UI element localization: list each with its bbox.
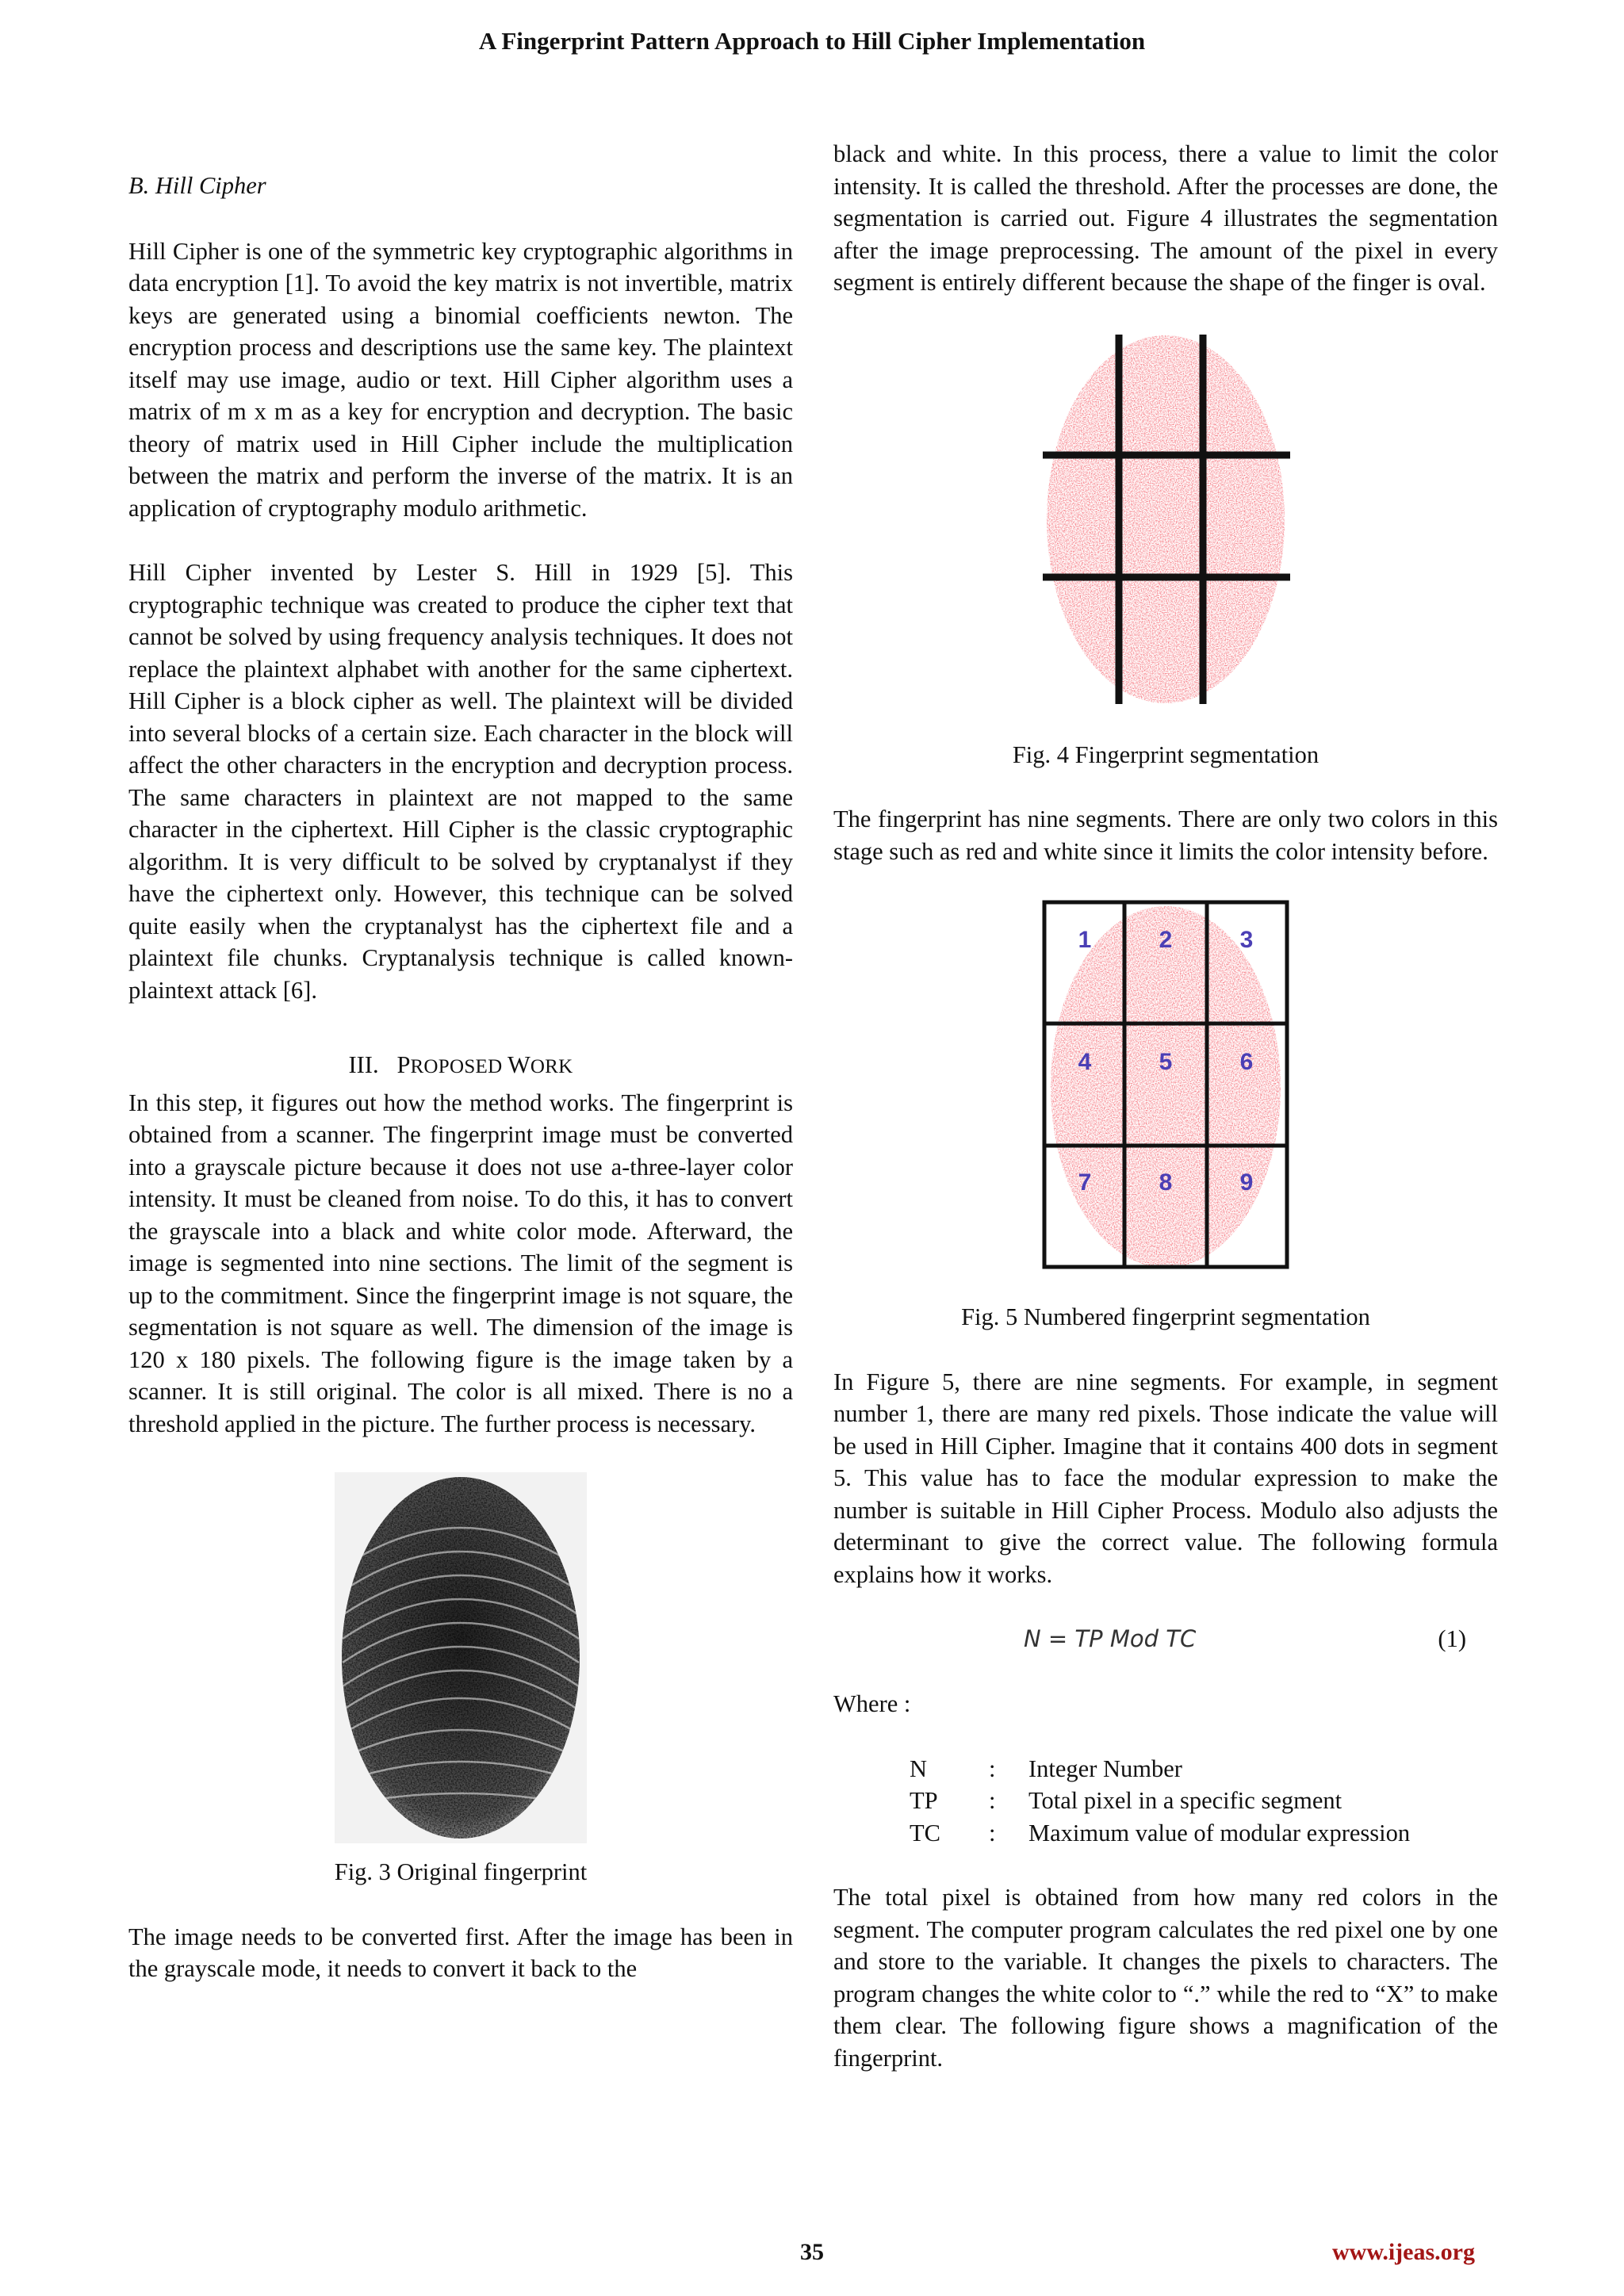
segment-number: 3 bbox=[1239, 927, 1254, 953]
definition-colon: : bbox=[989, 1819, 996, 1846]
definition-row bbox=[910, 1817, 1410, 1850]
paragraph: The total pixel is obtained from how many red colors in the segment. The computer program calculates the red pixel one by one and store to the variable. It changes the pixels to characters. The program changes the white color to “.” while the red to “X” to make them clear. The following figure shows a magnification of the fingerprint. bbox=[833, 1884, 1498, 2072]
subsection-heading: B. Hill Cipher bbox=[128, 172, 266, 199]
definition-row bbox=[910, 1753, 1410, 1785]
definition-text: Maximum value of modular expression bbox=[1028, 1819, 1411, 1846]
original-fingerprint-image bbox=[335, 1472, 587, 1843]
paragraph: The fingerprint has nine segments. There are only two colors in this stage such as red and white since it limits the color intensity before. bbox=[833, 806, 1498, 865]
section-heading bbox=[128, 1049, 793, 1084]
definition-symbol: TC bbox=[910, 1819, 940, 1846]
equation-number: (1) bbox=[1438, 1625, 1466, 1652]
section-title-initial: W bbox=[508, 1051, 530, 1078]
figure-caption: Fig. 4 Fingerprint segmentation bbox=[1012, 740, 1320, 768]
paragraph: In Figure 5, there are nine segments. For example, in segment number 1, there are many red pixels. Those indicate the value will be used in Hill Cipher. Imagine that it contains 400 dots in segment 5. This value has to face the modular expression to make the number is suitable in Hill Cipher Process. Modulo also adjusts the determinant to give the correct value. The following formula explains how it works. bbox=[833, 1368, 1498, 1588]
definition-text: Total pixel in a specific segment bbox=[1028, 1787, 1342, 1814]
figure-fingerprint-segmentation bbox=[1035, 331, 1297, 707]
segment-number: 6 bbox=[1239, 1049, 1254, 1075]
left-column bbox=[128, 170, 793, 1985]
segment-number: 1 bbox=[1078, 927, 1092, 953]
journal-url[interactable]: www.ijeas.org bbox=[1332, 2239, 1475, 2265]
section-title-small-caps: ROPOSED bbox=[410, 1056, 508, 1077]
figure-numbered-segmentation bbox=[1042, 900, 1289, 1269]
paragraph: black and white. In this process, there a value to limit the color intensity. It is called the threshold. After the processes are done, the segmentation is carried out. Figure 4 illustrates the segmentation after the image preprocessing. The amount of the pixel in every segment is entirely different because the shape of the finger is oval. bbox=[833, 140, 1498, 296]
paragraph: Hill Cipher invented by Lester S. Hill in 1929 [5]. This cryptographic technique was created to produce the cipher text that cannot be solved by using frequency analysis techniques. It does not replace the plaintext alphabet with another for the same ciphertext. Hill Cipher is a block cipher as well. The plaintext will be divided into several blocks of a certain size. Each character in the block will affect the other characters in the encryption and decryption process. The same characters in plaintext are not mapped to the same character in the ciphertext. Hill Cipher is the classic cryptographic algorithm. It is very difficult to be solved by cryptanalyst if they have the ciphertext only. However, this technique can be solved quite easily when the cryptanalyst has the ciphertext file and a plaintext file chunks. Cryptanalysis technique is called known-plaintext attack [6]. bbox=[128, 559, 793, 1004]
definition-colon: : bbox=[989, 1787, 996, 1814]
segmented-fingerprint-image bbox=[1035, 331, 1297, 707]
right-column bbox=[833, 138, 1498, 2074]
segment-number: 9 bbox=[1239, 1169, 1254, 1196]
segment-number: 2 bbox=[1159, 927, 1173, 953]
variable-definitions bbox=[910, 1753, 1410, 1850]
definition-symbol: TP bbox=[910, 1787, 938, 1814]
numbered-fingerprint-image bbox=[1042, 900, 1289, 1269]
section-number: III. bbox=[348, 1051, 379, 1078]
figure-caption: Fig. 3 Original fingerprint bbox=[334, 1858, 588, 1885]
segment-number: 7 bbox=[1078, 1169, 1092, 1196]
figure-caption: Fig. 5 Numbered fingerprint segmentation bbox=[961, 1303, 1370, 1330]
definition-symbol: N bbox=[910, 1755, 928, 1782]
section-title-initial: P bbox=[396, 1051, 411, 1078]
definition-colon: : bbox=[989, 1755, 996, 1782]
paragraph: The image needs to be converted first. After the image has been in the grayscale mode, it needs to convert it back to the bbox=[128, 1923, 793, 1982]
equation-body: N = TP Mod TC bbox=[1024, 1625, 1197, 1652]
running-header: A Fingerprint Pattern Approach to Hill Cipher Implementation bbox=[478, 27, 1146, 55]
definition-row bbox=[910, 1785, 1410, 1817]
segment-number: 8 bbox=[1159, 1169, 1173, 1196]
page-number: 35 bbox=[800, 2239, 824, 2265]
figure-original-fingerprint bbox=[335, 1472, 587, 1843]
segment-number: 5 bbox=[1159, 1049, 1173, 1075]
paragraph: Hill Cipher is one of the symmetric key cryptographic algorithms in data encryption [1]. To avoid the key matrix is not invertible, matrix keys are generated using a binomial coefficients newton. The encryption process and descriptions use the same key. The plaintext itself may use image, audio or text. Hill Cipher algorithm uses a matrix of m x m as a key for encryption and decryption. The basic theory of matrix used in Hill Cipher include the multiplication between the matrix and perform the inverse of the matrix. It is an application of cryptography modulo arithmetic. bbox=[128, 237, 793, 522]
section-title-small-caps: ORK bbox=[530, 1056, 573, 1077]
definition-text: Integer Number bbox=[1028, 1755, 1182, 1782]
segment-number: 4 bbox=[1078, 1049, 1092, 1075]
equation bbox=[833, 1623, 1498, 1655]
paragraph: In this step, it figures out how the method works. The fingerprint is obtained from a scanner. The fingerprint image must be converted into a grayscale picture because it does not use a-three-layer color intensity. It must be cleaned from noise. To do this, it has to convert the grayscale into a black and white color mode. Afterward, the image is segmented into nine sections. The limit of the segment is up to the commitment. Since the fingerprint image is not square, the segmentation is not square as well. The dimension of the image is 120 x 180 pixels. The following figure is the image taken by a scanner. It is still original. The color is all mixed. There is no a threshold applied in the picture. The further process is necessary. bbox=[128, 1089, 793, 1437]
where-label: Where : bbox=[833, 1690, 911, 1717]
